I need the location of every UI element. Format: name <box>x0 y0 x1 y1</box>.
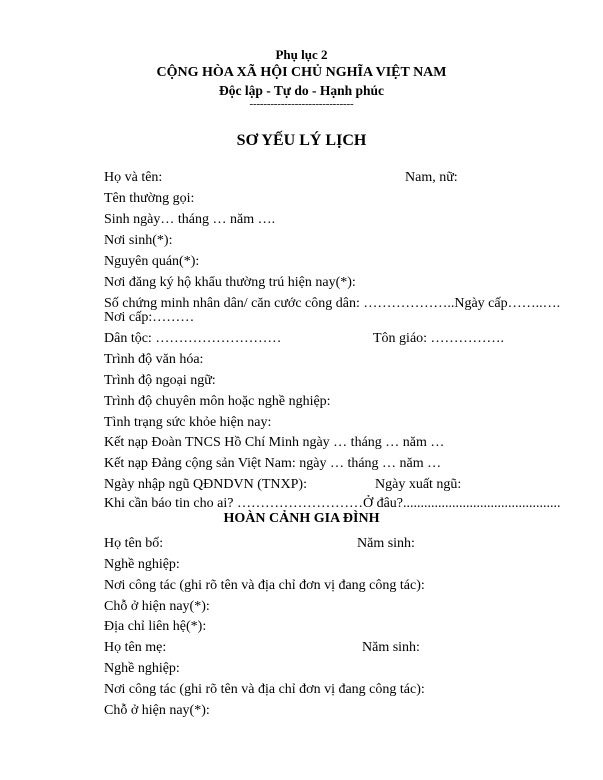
field-father-workplace: Nơi công tác (ghi rõ tên và địa chỉ đơn vị đang công tác): <box>104 578 425 593</box>
field-mother-name: Họ tên mẹ: <box>104 640 167 655</box>
field-birth-date: Sinh ngày… tháng … năm …. <box>104 212 276 227</box>
appendix-label: Phụ lục 2 <box>275 47 328 62</box>
field-discharge-date: Ngày xuất ngũ: <box>375 477 462 492</box>
field-profession: Trình độ chuyên môn hoặc nghề nghiệp: <box>104 394 331 409</box>
divider-dashes: ------------------------------ <box>249 98 354 110</box>
field-id-number: Số chứng minh nhân dân/ căn cước công dân: ………………..Ngày cấp……..…. <box>104 296 561 311</box>
field-mother-birth-year: Năm sinh: <box>362 640 420 655</box>
field-father-contact: Địa chỉ liên hệ(*): <box>104 619 207 634</box>
field-full-name: Họ và tên: <box>104 170 163 185</box>
field-birth-place: Nơi sinh(*): <box>104 233 173 248</box>
field-party: Kết nạp Đảng cộng sản Việt Nam: ngày … tháng … năm … <box>104 456 442 471</box>
field-language: Trình độ ngoại ngữ: <box>104 373 216 388</box>
field-health: Tình trạng sức khỏe hiện nay: <box>104 415 272 430</box>
field-father-residence: Chỗ ở hiện nay(*): <box>104 599 210 614</box>
field-common-name: Tên thường gọi: <box>104 191 195 206</box>
field-gender: Nam, nữ: <box>405 170 458 185</box>
section-title-family: HOÀN CẢNH GIA ĐÌNH <box>223 511 380 526</box>
field-mother-workplace: Nơi công tác (ghi rõ tên và địa chỉ đơn vị đang công tác): <box>104 682 425 697</box>
field-education: Trình độ văn hóa: <box>104 352 204 367</box>
field-mother-job: Nghề nghiệp: <box>104 661 180 676</box>
field-mother-residence: Chỗ ở hiện nay(*): <box>104 703 210 718</box>
field-id-place: Nơi cấp:……… <box>104 310 195 325</box>
field-ethnicity: Dân tộc: ……………………… <box>104 331 282 346</box>
field-youth-union: Kết nạp Đoàn TNCS Hồ Chí Minh ngày … tháng … năm … <box>104 435 445 450</box>
field-father-job: Nghề nghiệp: <box>104 557 180 572</box>
field-emergency-contact: Khi cần báo tin cho ai? ………………………Ở đâu?............................................. <box>104 496 561 511</box>
country-name: CỘNG HÒA XÃ HỘI CHỦ NGHĨA VIỆT NAM <box>156 65 447 80</box>
field-residence: Nơi đăng ký hộ khẩu thường trú hiện nay(*): <box>104 275 356 290</box>
field-father-birth-year: Năm sinh: <box>357 536 415 551</box>
document-title: SƠ YẾU LÝ LỊCH <box>236 132 367 149</box>
national-motto: Độc lập - Tự do - Hạnh phúc <box>218 83 385 98</box>
field-hometown: Nguyên quán(*): <box>104 254 200 269</box>
field-religion: Tôn giáo: ……………. <box>373 331 505 346</box>
field-enlist-date: Ngày nhập ngũ QĐNDVN (TNXP): <box>104 477 307 492</box>
field-father-name: Họ tên bố: <box>104 536 164 551</box>
